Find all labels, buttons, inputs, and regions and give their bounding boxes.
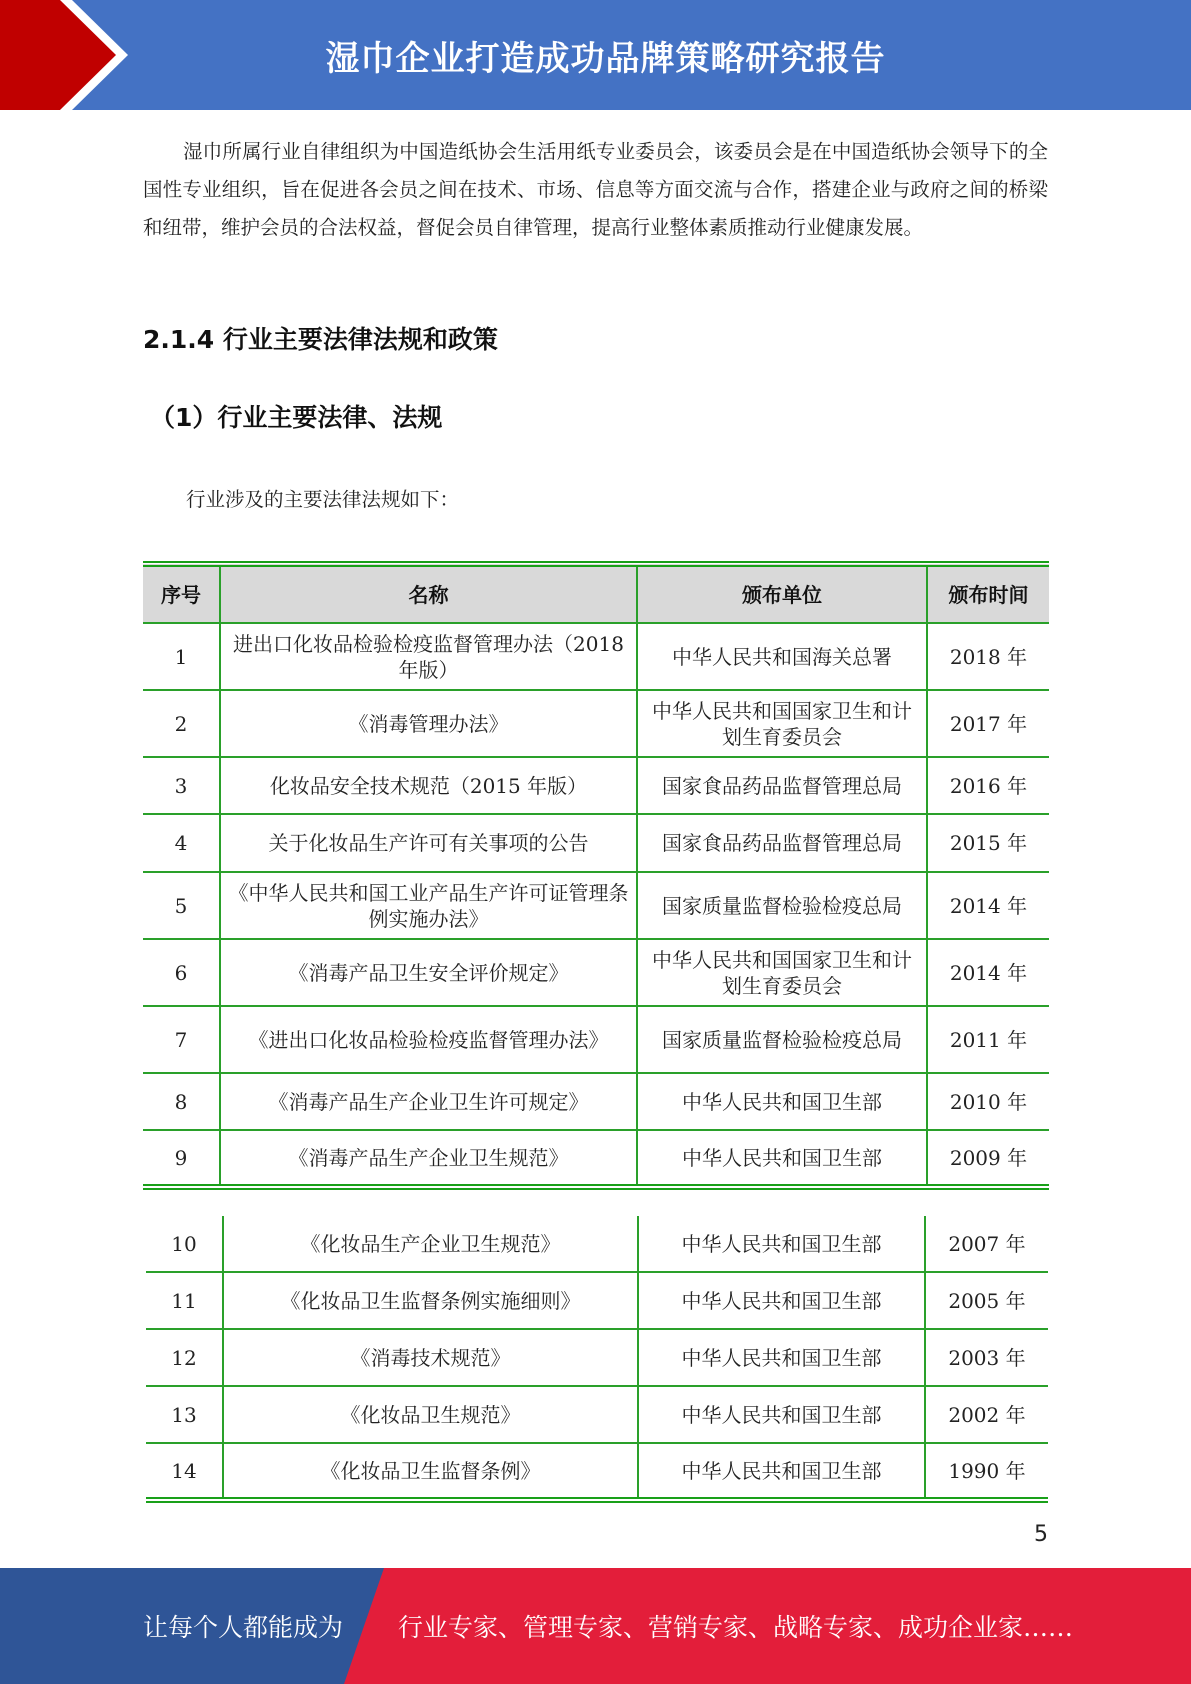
subsection-heading: （1）行业主要法律、法规: [150, 403, 443, 432]
cell-number: 4: [143, 814, 220, 872]
cell-name: 《化妆品生产企业卫生规范》: [223, 1216, 638, 1272]
cell-name: 《消毒产品生产企业卫生规范》: [220, 1130, 637, 1187]
cell-issuer: 中华人民共和国卫生部: [637, 1130, 927, 1187]
cell-name: 《化妆品卫生监督条例实施细则》: [223, 1272, 638, 1329]
report-title: 湿巾企业打造成功品牌策略研究报告: [325, 38, 886, 79]
table-row: [143, 757, 1049, 814]
laws-table-continued: [146, 1216, 1048, 1503]
cell-name: 化妆品安全技术规范（2015 年版）: [220, 757, 637, 814]
section-heading: 2.1.4 行业主要法律法规和政策: [143, 325, 498, 354]
cell-issuer: 中华人民共和国国家卫生和计划生育委员会: [637, 939, 927, 1006]
cell-year: 2010 年: [927, 1073, 1049, 1130]
cell-year: 2007 年: [925, 1216, 1048, 1272]
table-lead-text: 行业涉及的主要法律法规如下：: [186, 488, 460, 511]
cell-year: 2016 年: [927, 757, 1049, 814]
table-row: [143, 1006, 1049, 1073]
cell-name: 《消毒管理办法》: [220, 690, 637, 757]
cell-year: 2014 年: [927, 872, 1049, 939]
cell-year: 2009 年: [927, 1130, 1049, 1187]
cell-issuer: 中华人民共和国卫生部: [638, 1272, 925, 1329]
header-banner: [0, 0, 1191, 110]
cell-issuer: 国家食品药品监督管理总局: [637, 757, 927, 814]
cell-number: 14: [146, 1443, 223, 1500]
page-number: 5: [1034, 1522, 1048, 1547]
cell-year: 1990 年: [925, 1443, 1048, 1500]
table-row: [143, 623, 1049, 690]
table-row: [143, 1073, 1049, 1130]
cell-issuer: 中华人民共和国卫生部: [638, 1386, 925, 1443]
table-row: [143, 1130, 1049, 1187]
cell-issuer: 中华人民共和国国家卫生和计划生育委员会: [637, 690, 927, 757]
cell-year: 2002 年: [925, 1386, 1048, 1443]
cell-issuer: 中华人民共和国卫生部: [638, 1443, 925, 1500]
table-row: [146, 1272, 1048, 1329]
cell-name: 《消毒技术规范》: [223, 1329, 638, 1386]
cell-number: 6: [143, 939, 220, 1006]
cell-issuer: 中华人民共和国卫生部: [638, 1216, 925, 1272]
cell-year: 2018 年: [927, 623, 1049, 690]
cell-year: 2014 年: [927, 939, 1049, 1006]
cell-name: 《消毒产品生产企业卫生许可规定》: [220, 1073, 637, 1130]
cell-number: 10: [146, 1216, 223, 1272]
cell-name: 《中华人民共和国工业产品生产许可证管理条例实施办法》: [220, 872, 637, 939]
cell-year: 2003 年: [925, 1329, 1048, 1386]
column-header-issuer: 颁布单位: [637, 564, 927, 623]
cell-number: 7: [143, 1006, 220, 1073]
laws-table: [143, 561, 1049, 1190]
cell-issuer: 国家质量监督检验检疫总局: [637, 872, 927, 939]
cell-year: 2015 年: [927, 814, 1049, 872]
cell-issuer: 中华人民共和国海关总署: [637, 623, 927, 690]
cell-issuer: 中华人民共和国卫生部: [637, 1073, 927, 1130]
cell-name: 《进出口化妆品检验检疫监督管理办法》: [220, 1006, 637, 1073]
cell-name: 《化妆品卫生监督条例》: [223, 1443, 638, 1500]
cell-year: 2005 年: [925, 1272, 1048, 1329]
cell-name: 《消毒产品卫生安全评价规定》: [220, 939, 637, 1006]
cell-name: 关于化妆品生产许可有关事项的公告: [220, 814, 637, 872]
cell-number: 5: [143, 872, 220, 939]
footer-slogan-left: 让每个人都能成为: [143, 1613, 344, 1642]
cell-number: 13: [146, 1386, 223, 1443]
footer-slogan-right: 行业专家、管理专家、营销专家、战略专家、成功企业家……: [398, 1613, 1074, 1642]
cell-number: 8: [143, 1073, 220, 1130]
cell-name: 进出口化妆品检验检疫监督管理办法（2018 年版）: [220, 623, 637, 690]
cell-number: 12: [146, 1329, 223, 1386]
cell-number: 11: [146, 1272, 223, 1329]
table-row: [143, 872, 1049, 939]
column-header-number: 序号: [143, 564, 220, 623]
intro-paragraph: 湿巾所属行业自律组织为中国造纸协会生活用纸专业委员会，该委员会是在中国造纸协会领导下的全国性专业组织，旨在促进各会员之间在技术、市场、信息等方面交流与合作，搭建企业与政府之间的桥梁和纽带，维护会员的合法权益，督促会员自律管理，提高行业整体素质推动行业健康发展。: [143, 140, 1048, 239]
column-header-name: 名称: [220, 564, 637, 623]
table-row: [146, 1329, 1048, 1386]
cell-number: 3: [143, 757, 220, 814]
cell-name: 《化妆品卫生规范》: [223, 1386, 638, 1443]
table-row: [146, 1386, 1048, 1443]
table-row: [146, 1216, 1048, 1272]
cell-year: 2011 年: [927, 1006, 1049, 1073]
cell-issuer: 国家食品药品监督管理总局: [637, 814, 927, 872]
cell-year: 2017 年: [927, 690, 1049, 757]
table-row: [143, 690, 1049, 757]
cell-number: 1: [143, 623, 220, 690]
cell-number: 9: [143, 1130, 220, 1187]
footer-banner: [0, 1568, 1191, 1684]
table-row: [146, 1443, 1048, 1500]
cell-issuer: 中华人民共和国卫生部: [638, 1329, 925, 1386]
table-row: [143, 939, 1049, 1006]
column-header-year: 颁布时间: [927, 564, 1049, 623]
cell-number: 2: [143, 690, 220, 757]
cell-issuer: 国家质量监督检验检疫总局: [637, 1006, 927, 1073]
table-row: [143, 814, 1049, 872]
table-header-row: [143, 564, 1049, 623]
